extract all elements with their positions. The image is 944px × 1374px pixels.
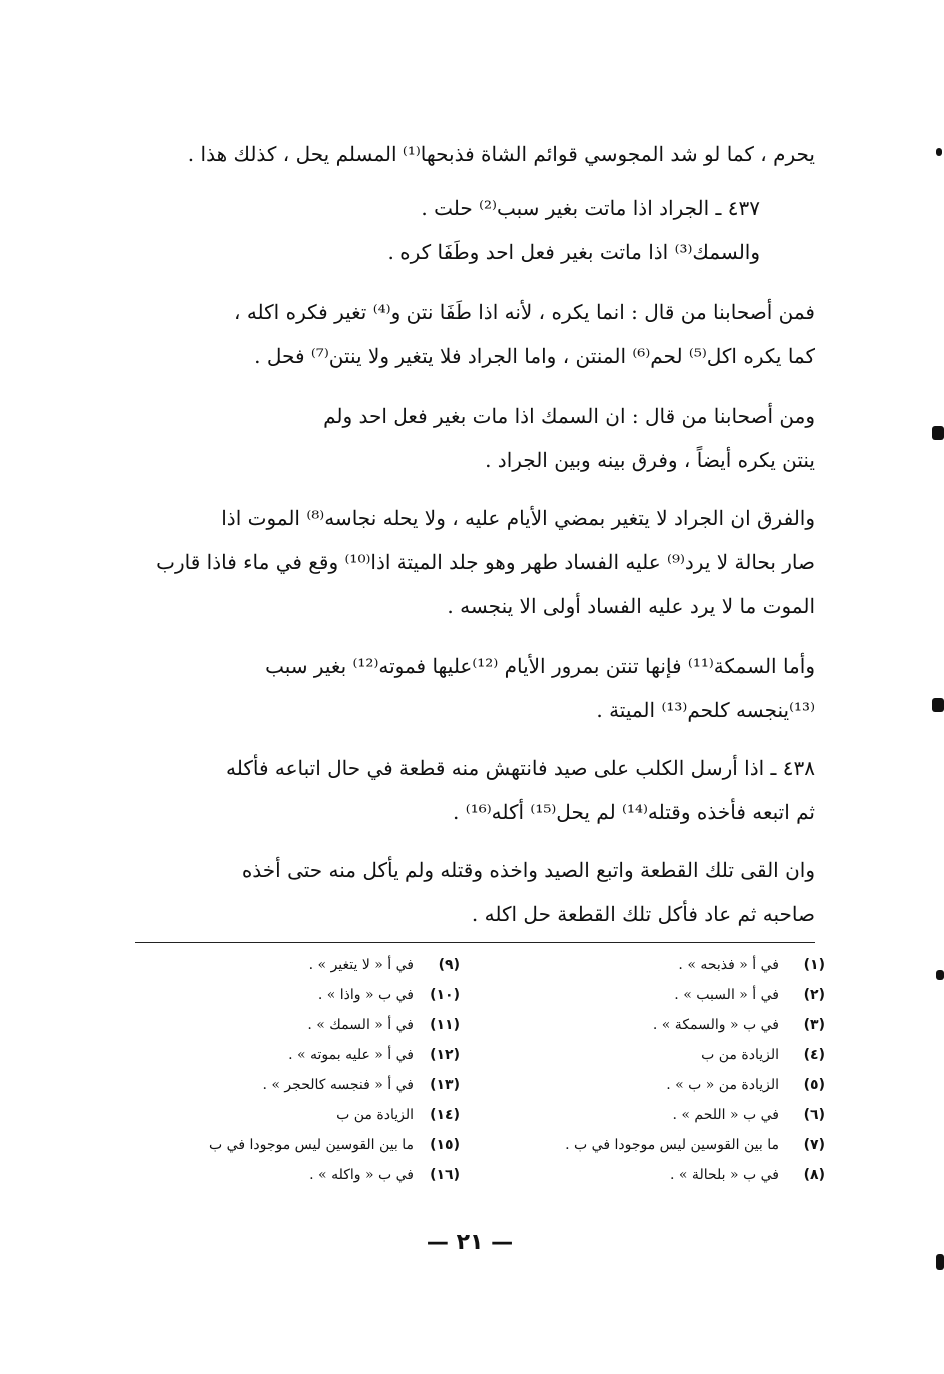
paragraph-6 [135, 644, 815, 732]
text-line: والفرق ان الجراد لا يتغير بمضي الأيام عليه ، ولا يحله نجاسه⁽⁸⁾ الموت اذا [221, 506, 815, 530]
footnote-text: في ب « والسمكة » . [652, 1017, 779, 1033]
scan-edge-mark [936, 1254, 944, 1270]
text-line: يحرم ، كما لو شد المجوسي قوائم الشاة فذبحها⁽¹⁾ المسلم يحل ، كذلك هذا . [187, 142, 815, 166]
text-line: ⁽¹³⁾ينجسه كلحم⁽¹³⁾ الميتة . [596, 698, 815, 722]
text-line: ومن أصحابنا من قال : ان السمك اذا مات بغير فعل احد ولم [323, 404, 815, 428]
text-line: صار بحالة لا يرد⁽⁹⁾ عليه الفساد طهر وهو جلد الميتة اذا⁽¹⁰⁾ وقع في ماء فاذا قارب [156, 550, 815, 574]
footnote-number: (١٣) [430, 1077, 460, 1093]
footnote-item [160, 980, 460, 1010]
paragraph-437 [300, 186, 760, 274]
footnote-item [160, 1010, 460, 1040]
footnote-text: في أ « فذبحه » . [678, 957, 779, 973]
footnote-text: الزيادة من « ب » . [666, 1077, 779, 1093]
footnote-text: في ب « واذا » . [317, 987, 414, 1003]
footnote-text: الزيادة من ب [336, 1107, 414, 1123]
footnote-number: (٢) [803, 987, 825, 1003]
scan-edge-mark [936, 148, 942, 156]
text-line: ثم اتبعه فأخذه وقتله⁽¹⁴⁾ لم يحل⁽¹⁵⁾ أكله⁽¹⁶⁾ . [453, 800, 815, 824]
footnote-number: (١٤) [430, 1107, 460, 1123]
footnote-number: (١٥) [430, 1137, 460, 1153]
footnote-text: في أ « عليه بموته » . [288, 1047, 414, 1063]
footnote-item [495, 950, 825, 980]
paragraph-438 [135, 746, 815, 834]
text-line: ٤٣٨ ـ اذا أرسل الكلب على صيد فانتهش منه قطعة في حال اتباعه فأكله [225, 756, 815, 780]
footnote-item [160, 1040, 460, 1070]
footnote-text: ما بين القوسين ليس موجودا في ب [209, 1137, 414, 1153]
footnote-text: في أ « السمك » . [307, 1017, 414, 1033]
footnote-item [160, 1100, 460, 1130]
footnote-item [495, 1040, 825, 1070]
paragraph-3 [135, 290, 815, 378]
text-line: الموت ما لا يرد عليه الفساد أولى الا ينجسه . [447, 594, 815, 618]
footnote-item [160, 1160, 460, 1190]
text-line: فمن أصحابنا من قال : انما يكره ، لأنه اذا طَفَا نتن و⁽⁴⁾ تغير فكره اكله ، [234, 300, 815, 324]
footnote-number: (٥) [803, 1077, 825, 1093]
footnote-item [160, 1070, 460, 1100]
footnote-item [160, 950, 460, 980]
text-line: ينتن يكره أيضاً ، وفرق بينه وبين الجراد . [485, 448, 815, 472]
footnote-number: (١٦) [430, 1167, 460, 1183]
footnote-number: (٤) [803, 1047, 825, 1063]
paragraph-1 [135, 132, 815, 176]
paragraph-4 [135, 394, 815, 482]
scan-edge-mark [936, 970, 944, 980]
text-line: ٤٣٧ ـ الجراد اذا ماتت بغير سبب⁽²⁾ حلت . [421, 196, 760, 220]
footnote-item [495, 1160, 825, 1190]
footnote-number: (١١) [430, 1017, 460, 1033]
footnote-divider [135, 942, 815, 943]
footnotes-left-column [160, 950, 460, 1190]
footnote-item [495, 1070, 825, 1100]
footnotes-right-column [495, 950, 825, 1190]
page-number: — ٢١ — [426, 1230, 514, 1255]
footnote-number: (٧) [803, 1137, 825, 1153]
footnote-text: الزيادة من ب [701, 1047, 779, 1063]
text-line: صاحبه ثم عاد فأكل تلك القطعة حل اكله . [471, 902, 815, 926]
footnote-number: (٣) [803, 1017, 825, 1033]
footnote-text: ما بين القوسين ليس موجودا في ب . [565, 1137, 779, 1153]
footnote-text: في أ « فنجسه كالحجر » . [262, 1077, 414, 1093]
footnote-number: (١٠) [430, 987, 460, 1003]
footnote-number: (١٢) [430, 1047, 460, 1063]
scan-edge-mark [932, 426, 944, 440]
footnote-number: (١) [803, 957, 825, 973]
footnote-text: في ب « بلحالة » . [670, 1167, 779, 1183]
text-line: وأما السمكة⁽¹¹⁾ فإنها تنتن بمرور الأيام ⁽¹²⁾عليها فموته⁽¹²⁾ بغير سبب [265, 654, 815, 678]
footnote-item [495, 1130, 825, 1160]
footnote-number: (٨) [803, 1167, 825, 1183]
footnote-text: في ب « اللحم » . [672, 1107, 779, 1123]
footnote-text: في أ « لا يتغير » . [308, 957, 414, 973]
footnote-number: (٦) [803, 1107, 825, 1123]
text-line: وان القى تلك القطعة واتبع الصيد واخذه وقتله ولم يأكل منه حتى أخذه [241, 858, 815, 882]
footnote-number: (٩) [438, 957, 460, 973]
footnote-item [160, 1130, 460, 1160]
footnote-text: في ب « واكله » . [309, 1167, 414, 1183]
paragraph-8 [135, 848, 815, 936]
paragraph-5 [135, 496, 815, 628]
footnote-item [495, 980, 825, 1010]
text-line: والسمك⁽³⁾ اذا ماتت بغير فعل احد وطَفَا كره . [387, 240, 760, 264]
footnote-item [495, 1010, 825, 1040]
footnote-item [495, 1100, 825, 1130]
footnote-text: في أ « السبب » . [674, 987, 779, 1003]
text-line: كما يكره اكل⁽⁵⁾ لحم⁽⁶⁾ المنتن ، واما الجراد فلا يتغير ولا ينتن⁽⁷⁾ فحل . [254, 344, 815, 368]
scan-edge-mark [932, 698, 944, 712]
